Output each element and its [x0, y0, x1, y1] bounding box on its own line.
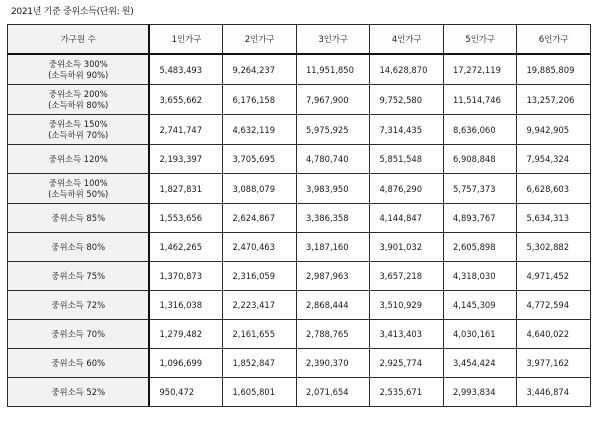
cell-1-person: 1,553,656: [149, 204, 223, 233]
table-row: [8, 378, 591, 407]
row-label-main: 중위소득 72%: [51, 299, 106, 310]
cell-2-person: 3,088,079: [223, 174, 297, 204]
row-label-sub: (소득하위 90%): [48, 69, 109, 80]
cell-2-person: 1,852,847: [223, 349, 297, 378]
row-label: [8, 262, 150, 291]
row-label-main: 중위소득 80%: [51, 241, 106, 252]
cell-3-person: 3,386,358: [296, 204, 370, 233]
cell-2-person: 2,624,867: [223, 204, 297, 233]
cell-1-person: 1,096,699: [149, 349, 223, 378]
cell-4-person: 2,535,671: [370, 378, 444, 407]
row-label-main: 중위소득 150%: [48, 118, 108, 129]
table-row: [8, 291, 591, 320]
cell-6-person: 3,446,874: [517, 378, 591, 407]
row-label-main: 중위소득 70%: [51, 328, 106, 339]
cell-4-person: 3,901,032: [370, 233, 444, 262]
cell-5-person: 8,636,060: [443, 115, 517, 145]
cell-1-person: 1,462,265: [149, 233, 223, 262]
cell-2-person: 3,705,695: [223, 145, 297, 174]
cell-2-person: 2,316,059: [223, 262, 297, 291]
cell-2-person: 1,605,801: [223, 378, 297, 407]
cell-6-person: 4,772,594: [517, 291, 591, 320]
row-label-main: 중위소득 52%: [51, 386, 106, 397]
cell-3-person: 5,975,925: [296, 115, 370, 145]
column-header-1-person: 1인가구: [149, 25, 223, 55]
cell-3-person: 4,780,740: [296, 145, 370, 174]
row-label: [8, 233, 150, 262]
cell-5-person: 4,893,767: [443, 204, 517, 233]
row-label: [8, 349, 150, 378]
row-label: [8, 378, 150, 407]
row-label: [8, 320, 150, 349]
row-label-main: 중위소득 300%: [48, 58, 108, 69]
cell-6-person: 7,954,324: [517, 145, 591, 174]
row-label-main: 중위소득 120%: [48, 153, 108, 164]
cell-5-person: 5,757,373: [443, 174, 517, 204]
cell-1-person: 1,316,038: [149, 291, 223, 320]
cell-4-person: 3,510,929: [370, 291, 444, 320]
cell-3-person: 3,187,160: [296, 233, 370, 262]
cell-3-person: 2,788,765: [296, 320, 370, 349]
cell-5-person: 17,272,119: [443, 54, 517, 85]
table-row: [8, 54, 591, 85]
row-label: [8, 115, 150, 145]
cell-6-person: 4,640,022: [517, 320, 591, 349]
row-label-main: 중위소득 100%: [48, 177, 108, 188]
table-row: [8, 85, 591, 115]
cell-4-person: 9,752,580: [370, 85, 444, 115]
column-header-2-person: 2인가구: [223, 25, 297, 55]
cell-4-person: 3,657,218: [370, 262, 444, 291]
row-label: [8, 85, 150, 115]
table-row: [8, 262, 591, 291]
cell-6-person: 3,977,162: [517, 349, 591, 378]
cell-3-person: 2,987,963: [296, 262, 370, 291]
cell-3-person: 11,951,850: [296, 54, 370, 85]
cell-1-person: 950,472: [149, 378, 223, 407]
table-caption: 2021년 기준 중위소득(단위: 원): [11, 7, 134, 17]
table-row: [8, 174, 591, 204]
cell-4-person: 3,413,403: [370, 320, 444, 349]
row-label: [8, 204, 150, 233]
table-row: [8, 349, 591, 378]
cell-6-person: 19,885,809: [517, 54, 591, 85]
cell-2-person: 4,632,119: [223, 115, 297, 145]
cell-4-person: 5,851,548: [370, 145, 444, 174]
row-label-main: 중위소득 60%: [51, 357, 106, 368]
cell-2-person: 2,223,417: [223, 291, 297, 320]
cell-2-person: 2,161,655: [223, 320, 297, 349]
column-header-6-person: 6인가구: [517, 25, 591, 55]
cell-4-person: 14,628,870: [370, 54, 444, 85]
row-label-main: 중위소득 75%: [51, 270, 106, 281]
cell-2-person: 6,176,158: [223, 85, 297, 115]
row-label: [8, 145, 150, 174]
row-label: [8, 54, 150, 85]
cell-1-person: 1,827,831: [149, 174, 223, 204]
table-body: [8, 54, 591, 407]
table-row: [8, 145, 591, 174]
cell-5-person: 4,318,030: [443, 262, 517, 291]
cell-6-person: 13,257,206: [517, 85, 591, 115]
cell-1-person: 5,483,493: [149, 54, 223, 85]
cell-5-person: 2,993,834: [443, 378, 517, 407]
cell-3-person: 2,390,370: [296, 349, 370, 378]
row-label-main: 중위소득 85%: [51, 212, 106, 223]
cell-5-person: 4,030,161: [443, 320, 517, 349]
cell-1-person: 1,370,873: [149, 262, 223, 291]
row-label-main: 중위소득 200%: [48, 88, 108, 99]
cell-4-person: 4,144,847: [370, 204, 444, 233]
table-row: [8, 233, 591, 262]
table-header-row: [8, 25, 591, 55]
cell-3-person: 2,071,654: [296, 378, 370, 407]
cell-1-person: 2,741,747: [149, 115, 223, 145]
column-header-4-person: 4인가구: [370, 25, 444, 55]
column-header-3-person: 3인가구: [296, 25, 370, 55]
row-label-sub: (소득하위 80%): [48, 99, 109, 110]
cell-3-person: 2,868,444: [296, 291, 370, 320]
cell-5-person: 2,605,898: [443, 233, 517, 262]
cell-2-person: 9,264,237: [223, 54, 297, 85]
cell-5-person: 6,908,848: [443, 145, 517, 174]
row-label: [8, 291, 150, 320]
cell-5-person: 11,514,746: [443, 85, 517, 115]
cell-3-person: 3,983,950: [296, 174, 370, 204]
cell-1-person: 2,193,397: [149, 145, 223, 174]
cell-6-person: 4,971,452: [517, 262, 591, 291]
cell-2-person: 2,470,463: [223, 233, 297, 262]
cell-5-person: 3,454,424: [443, 349, 517, 378]
median-income-table: [7, 24, 591, 407]
table-row: [8, 320, 591, 349]
cell-4-person: 2,925,774: [370, 349, 444, 378]
table-row: [8, 115, 591, 145]
cell-6-person: 5,302,882: [517, 233, 591, 262]
cell-4-person: 4,876,290: [370, 174, 444, 204]
row-label-sub: (소득하위 50%): [48, 188, 109, 199]
cell-4-person: 7,314,435: [370, 115, 444, 145]
column-header-household-size: 가구원 수: [8, 25, 150, 55]
cell-3-person: 7,967,900: [296, 85, 370, 115]
cell-6-person: 5,634,313: [517, 204, 591, 233]
column-header-5-person: 5인가구: [443, 25, 517, 55]
row-label-sub: (소득하위 70%): [48, 129, 109, 140]
cell-5-person: 4,145,309: [443, 291, 517, 320]
cell-1-person: 3,655,662: [149, 85, 223, 115]
row-label: [8, 174, 150, 204]
cell-6-person: 9,942,905: [517, 115, 591, 145]
table-row: [8, 204, 591, 233]
cell-6-person: 6,628,603: [517, 174, 591, 204]
cell-1-person: 1,279,482: [149, 320, 223, 349]
